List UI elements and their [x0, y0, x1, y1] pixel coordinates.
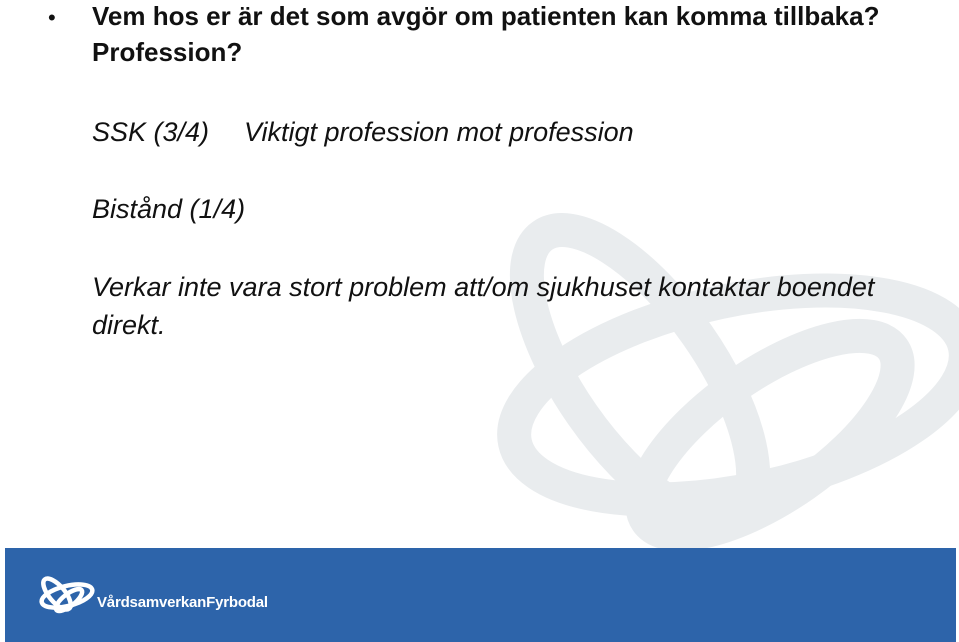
orbit-logo-icon [33, 572, 95, 618]
bullet-dot: • [48, 5, 56, 30]
paragraph-text: Verkar inte vara stort problem att/om sjukhuset kontaktar boendet direkt. [92, 272, 875, 340]
brand-name: VårdsamverkanFyrbodal [97, 594, 268, 611]
orbit-watermark-icon [440, 195, 959, 555]
bullet-text: Vem hos er är det som avgör om patienten kan komma tillbaka? Profession? [92, 1, 880, 67]
row-label-ssk: SSK (3/4) [92, 117, 210, 147]
footer-bar [5, 548, 956, 642]
row-note-ssk: Viktigt profession mot profession [244, 117, 634, 147]
row-label-bistand: Bistånd (1/4) [92, 194, 246, 224]
